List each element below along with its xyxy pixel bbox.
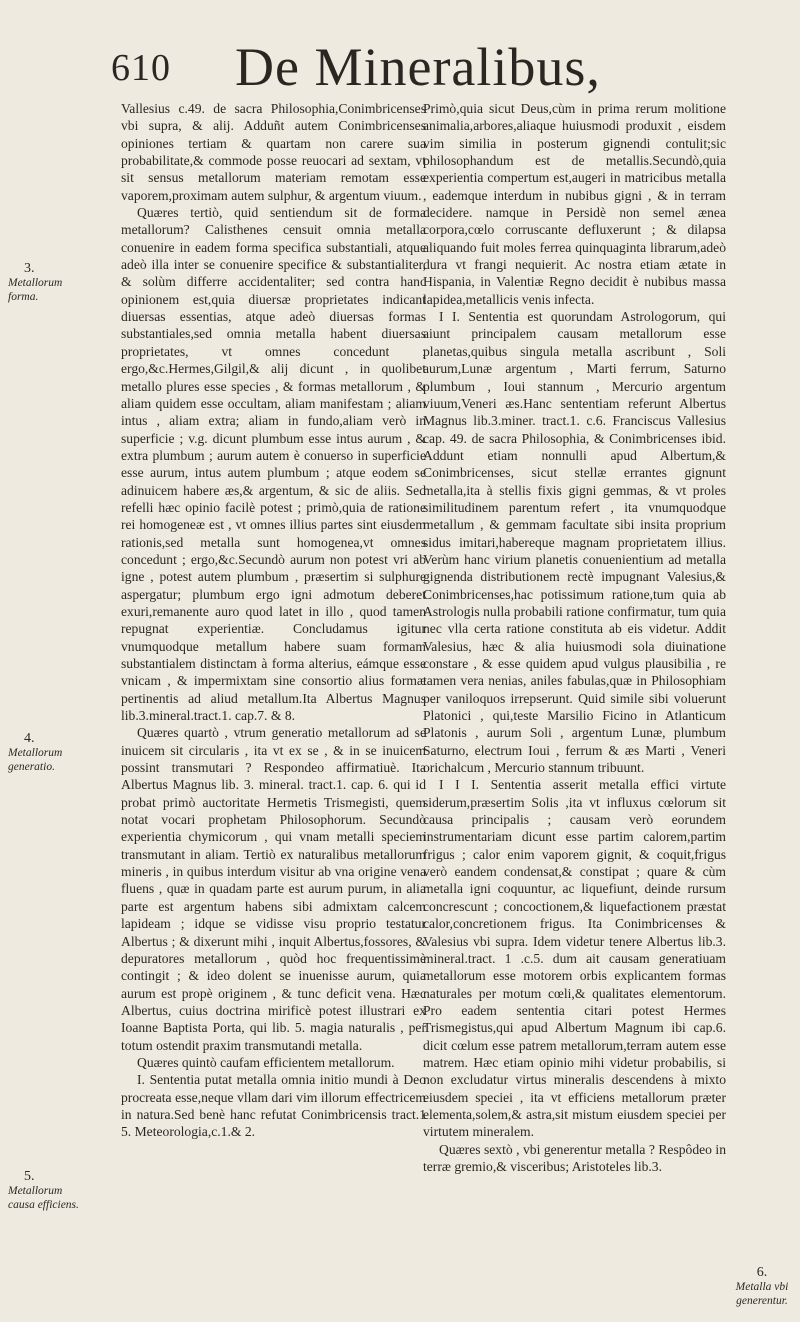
paragraph-opinions-continued: Vallesius c.49. de sacra Philosophia,Conimbricenses vbi supra, & alij. Adduñt autem Conimbricenses opiniones tertiam & quartam non carere sua probabilitate,& commode posse reuocari ad sextam, vt sit sensus metallorum materiam remotam esse vaporem,proximam autem sulphur, & argentum viuum. [121,101,426,203]
margin-note-6 [727,1266,797,1308]
paragraph-primo-quia: Primò,quia sicut Deus,cùm in prima rerum molitione animalia,arbores,aliaque huiusmodi produxit , eisdem vim similia in posterum gignendi contulit;sic philosophandum est de metallis.Secundò,quia experientia compertum est,augeri in matricibus metalla , eademque interdum in nubibus gigni , & in terram decidere. namque in Persidè non semel ænea corpora,cœlo corruscante defluxerunt ; & dilapsa aliquando fuit moles ferrea quinquaginta librarum,adeò dura vt frangi nequierit. Ac nostra etiam ætate in Hispania, in Valentiæ Regno decidit è nubibus massa lapidea,metallicis venis infecta. [423,101,726,307]
margin-note-number: 6. [756,1265,768,1280]
paragraph-question-3: Quæres tertiò, quid sentiendum sit de forma metallorum? Calisthenes censuit omnia metalla conuenire in eadem forma specifica substantiali, atque adeò illa inter se conuenire specifice & substantialiter, & solùm differre accidentaliter; sed contra hanc opinionem est,quia diuersæ proprietates indicant diuersas essentias, atque adeò diuersas formas substantiales,sed omnia metalla habent diuersas proprietates, vt omnes concedunt ; ergo,&c.Hermes,Gilgil,& alij dicunt , in quolibet metallo plures esse species , & formas metallorum , & aliam quidem esse occultam, aliam manifestam ; aliam intus , aliam extra; aliam in fundo,aliam verò in superficie ; v.g. dicunt plumbum esse intus aurum , & extra plumbum ; aurum autem è conuerso in superficie esse aurum, intus autem plumbum ; atque eodem se adinuicem habere æs,& argentum, & sic de aliis. Sed refelli hæc opinio facilè potest ; primò,quia de ratione rei homogeneæ est , vt omnes illius partes sint eiusdem rationis,sed metalla sunt homogenea,vt omnes concedunt ; ergo,&c.Secundò aurum non potest vri ab igne , potest autem plumbum , præsertim si sulphure aspergatur; plumbum ergo igni admotum deberet exuri,remanente auro quod latet in illo , quod tamen repugnat experientiæ. Concludamus igitur vnumquodque metallum habere suam formam substantialem distinctam à forma alterius, eámque esse vnicam , & impermixtam sine consortio alius formæ pertinentis ad aliud metallum.Ita Albertus Magnus lib.3.mineral.tract.1. cap.7. & 8. [121,205,426,724]
left-column [121,100,426,1141]
paragraph-sententia-3: I I I. Sententia asserit metalla effici virtute siderum,præsertim Solis ,ita vt influxus cœlorum sit causa principalis ; causam verò eorundem instrumentariam dicunt esse partim calorem,partim frigus ; calor enim vaporem gignit, & coquit,frigus verò eandem condensat,& constipat ; quare & cùm metalla igni coquuntur, ac liquefiunt, deinde rursum concrescunt ; concoctionem,& liquefactionem præstat calor,concretionem frigus. Ita Conimbricenses & Valesius vbi supra. Idem videtur tenere Albertus lib.3. mineral.tract. 1 .c.5. dum ait causam generatiuam metallorum esse motorem orbis explicantem formas naturales per motum cœli,& qualitates elementorum. Pro eadem sententia citari potest Hermes Trismegistus,qui apud Albertum Magnum ibi cap.6. dicit cœlum esse patrem metallorum,terram autem esse matrem. Hæc etiam opinio mihi videtur probabilis, si non excludatur virtus mineralis descendens à mixto eiusdem speciei , ita vt efficiens metallorum præter elementa,solem,& astra,sit mistum eiusdem speciei per virtutem mineralem. [423,777,726,1140]
paragraph-question-5: Quæres quintò caufam efficientem metallorum. [137,1054,395,1070]
paragraph-sententia-1: I. Sententia putat metalla omnia initio mundi à Deo procreata esse,neque vllam dari vim illorum effectricem in natura.Sed benè hanc refutat Conimbricensis tract.1 5. Meteorologia,c.1.& 2. [121,1072,426,1140]
running-title: De Mineralibus, [235,37,601,97]
margin-note-number: 5. [24,1169,35,1184]
margin-note-text: Metallorum causa efficiens. [8,1185,79,1211]
margin-note-number: 3. [24,261,35,276]
margin-note-4 [8,732,82,774]
margin-note-text: Metallorum generatio. [8,747,63,773]
margin-note-text: Metallorum forma. [8,277,63,303]
margin-note-3 [8,262,82,304]
right-column [423,100,726,1175]
page-number: 610 [111,47,171,89]
margin-note-text: Metalla vbi generentur. [735,1281,789,1307]
paragraph-question-4: Quæres quartò , vtrum generatio metallorum ad se inuicem sit circularis , ita vt ex se , & in se inuicem possint transmutari ? Respondeo affirmatiuè. Ita Albertus Magnus lib. 3. mineral. tract.1. cap. 6. qui id probat primò auctoritate Hermetis Trismegisti, quem notat vocari prophetam Philosophorum. Secundò experientia chymicorum , qui vnam metalli speciem transmutant in aliam. Tertiò ex naturalibus metallorum mineris , in quibus interdum visitur ab vna origine vena fluens , quæ in quadam parte est aurum purum, in alia parte est argentum habens sibi admixtam calcem lapideam ; idque se vidisse visu proprio testatur Albertus ; & dixerunt mihi , inquit Albertus,fossores, & depuratores metallorum , quòd hoc frequentissimè contingit ; & ideo dolent se inuenisse aurum, quia aurum est propè originem , & tunc deficit vena. Hæc Albertus, cuius doctrina mirificè potest illustrari ex Ioanne Baptista Porta, qui lib. 5. magia naturalis , per totum ostendit praxim transmutandi metalla. [121,725,426,1053]
margin-note-5 [8,1170,82,1212]
margin-note-number: 4. [24,731,35,746]
paragraph-question-6: Quæres sextò , vbi generentur metalla ? Respôdeo in terræ gremio,& visceribus; Aristoteles lib.3. [423,1141,726,1174]
paragraph-sententia-2: I I. Sententia est quorundam Astrologorum, qui aiunt principalem causam metallorum esse planetas,quibus singula metalla ascribunt , Soli aurum,Lunæ argentum , Marti ferrum, Saturno plumbum , Ioui stannum , Mercurio argentum viuum,Veneri æs.Hanc sententiam referunt Albertus Magnus lib.3.miner. tract.1. c.6. Franciscus Vallesius cap. 49. de sacra Philosophia, & Conimbricenses ibid. Addunt etiam nonnulli apud Albertum,& Conimbricenses, sicut stellæ errantes gignunt metalla,ita à stellis fixis gigni gemmas, & vt proles similitudinem parentum refert , ita vnumquodque metallum , & gemmam facultate sibi insita proprium sidus imitari,habereque magnam proprietatem illius. Verùm hanc virium planetis conuenientium ad metalla gignenda distributionem rectè impugnant Valesius,& Conimbricenses,hac potissimum ratione,tum quia ab Astrologis nulla probabili ratione confirmatur, tum quia nec vlla certa ratione constituta ab eis videtur. Addit Valesius, hæc & alia huiusmodi sola diuinatione constare , & esse quidem apud vulgus plausibilia , re tamen vera nenias, aniles fabulas,quæ in Philosophiam per vaniloquos irrepserunt. Quid simile sibi voluerunt Platonici , qui,teste Marsilio Ficino in Atlanticum Platonis , aurum Soli , argentum Lunæ, plumbum Saturno, electrum Ioui , ferrum & æs Marti , Veneri orichalcum , Mercurio stannum tribuunt. [423,309,726,776]
running-head [0,30,800,102]
